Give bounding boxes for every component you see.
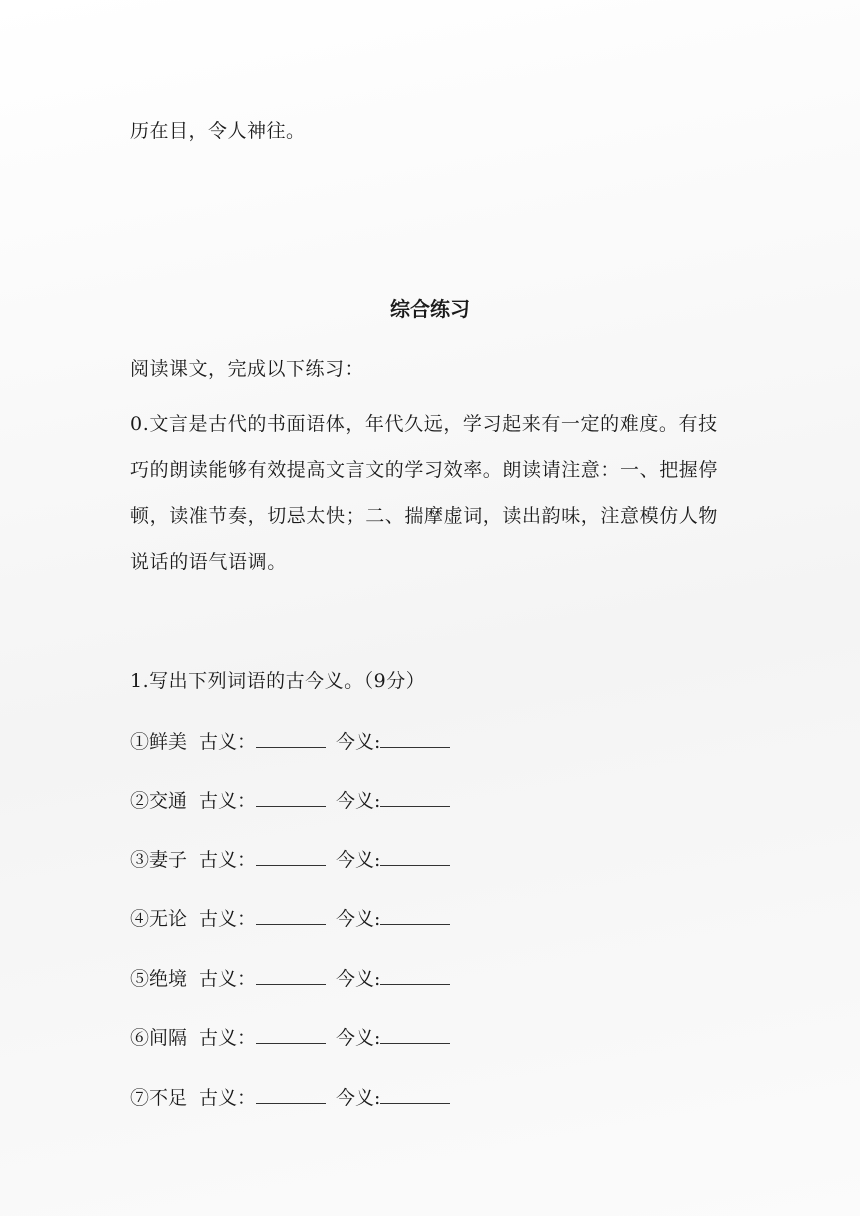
- vocab-term: ⑥间隔: [130, 1027, 188, 1049]
- ancient-answer-blank[interactable]: [256, 790, 326, 807]
- vocab-term: ①鲜美: [130, 731, 188, 753]
- modern-label: 今义:: [336, 790, 381, 812]
- ancient-answer-blank[interactable]: [256, 731, 326, 748]
- ancient-answer-blank[interactable]: [256, 849, 326, 866]
- modern-label: 今义:: [336, 968, 381, 990]
- ancient-label: 古义：: [199, 790, 257, 812]
- section-title: 综合练习: [390, 297, 470, 321]
- ancient-answer-blank[interactable]: [256, 1027, 326, 1044]
- modern-answer-blank[interactable]: [380, 968, 450, 985]
- modern-answer-blank[interactable]: [380, 1087, 450, 1104]
- ancient-answer-blank[interactable]: [256, 908, 326, 925]
- modern-label: 今义:: [336, 1087, 381, 1109]
- ancient-label: 古义：: [199, 849, 257, 871]
- instruction: 阅读课文，完成以下练习：: [130, 358, 365, 380]
- modern-answer-blank[interactable]: [380, 731, 450, 748]
- vocab-term: ②交通: [130, 790, 188, 812]
- modern-label: 今义:: [336, 1027, 381, 1049]
- vocab-item: [130, 1023, 450, 1050]
- ancient-label: 古义：: [199, 731, 257, 753]
- ancient-label: 古义：: [199, 908, 257, 930]
- modern-label: 今义:: [336, 908, 381, 930]
- vocab-term: ④无论: [130, 908, 188, 930]
- ancient-label: 古义：: [199, 1027, 257, 1049]
- modern-answer-blank[interactable]: [380, 849, 450, 866]
- ancient-label: 古义：: [199, 968, 257, 990]
- vocab-item: [130, 786, 450, 813]
- vocab-item: [130, 727, 450, 754]
- question-1: 1.写出下列词语的古今义。（9分）: [130, 670, 426, 692]
- vocab-item: [130, 845, 450, 872]
- modern-label: 今义:: [336, 849, 381, 871]
- modern-answer-blank[interactable]: [380, 1027, 450, 1044]
- ancient-label: 古义：: [199, 1087, 257, 1109]
- vocab-item: [130, 904, 450, 931]
- vocab-item: [130, 1083, 450, 1110]
- vocab-term: ⑤绝境: [130, 968, 188, 990]
- modern-answer-blank[interactable]: [380, 908, 450, 925]
- vocab-term: ⑦不足: [130, 1087, 188, 1109]
- modern-answer-blank[interactable]: [380, 790, 450, 807]
- vocab-term: ③妻子: [130, 849, 188, 871]
- ancient-answer-blank[interactable]: [256, 1087, 326, 1104]
- modern-label: 今义:: [336, 731, 381, 753]
- vocab-item: [130, 964, 450, 991]
- ancient-answer-blank[interactable]: [256, 968, 326, 985]
- question-0: 0.文言是古代的书面语体，年代久远，学习起来有一定的难度。有技巧的朗读能够有效提高文言文的学习效率。朗读请注意：一、把握停顿，读准节奏，切忌太快；二、揣摩虚词，读出韵味，注意模仿人物说话的语气语调。: [130, 413, 719, 573]
- continued-text: 历在目，令人神往。: [130, 120, 306, 142]
